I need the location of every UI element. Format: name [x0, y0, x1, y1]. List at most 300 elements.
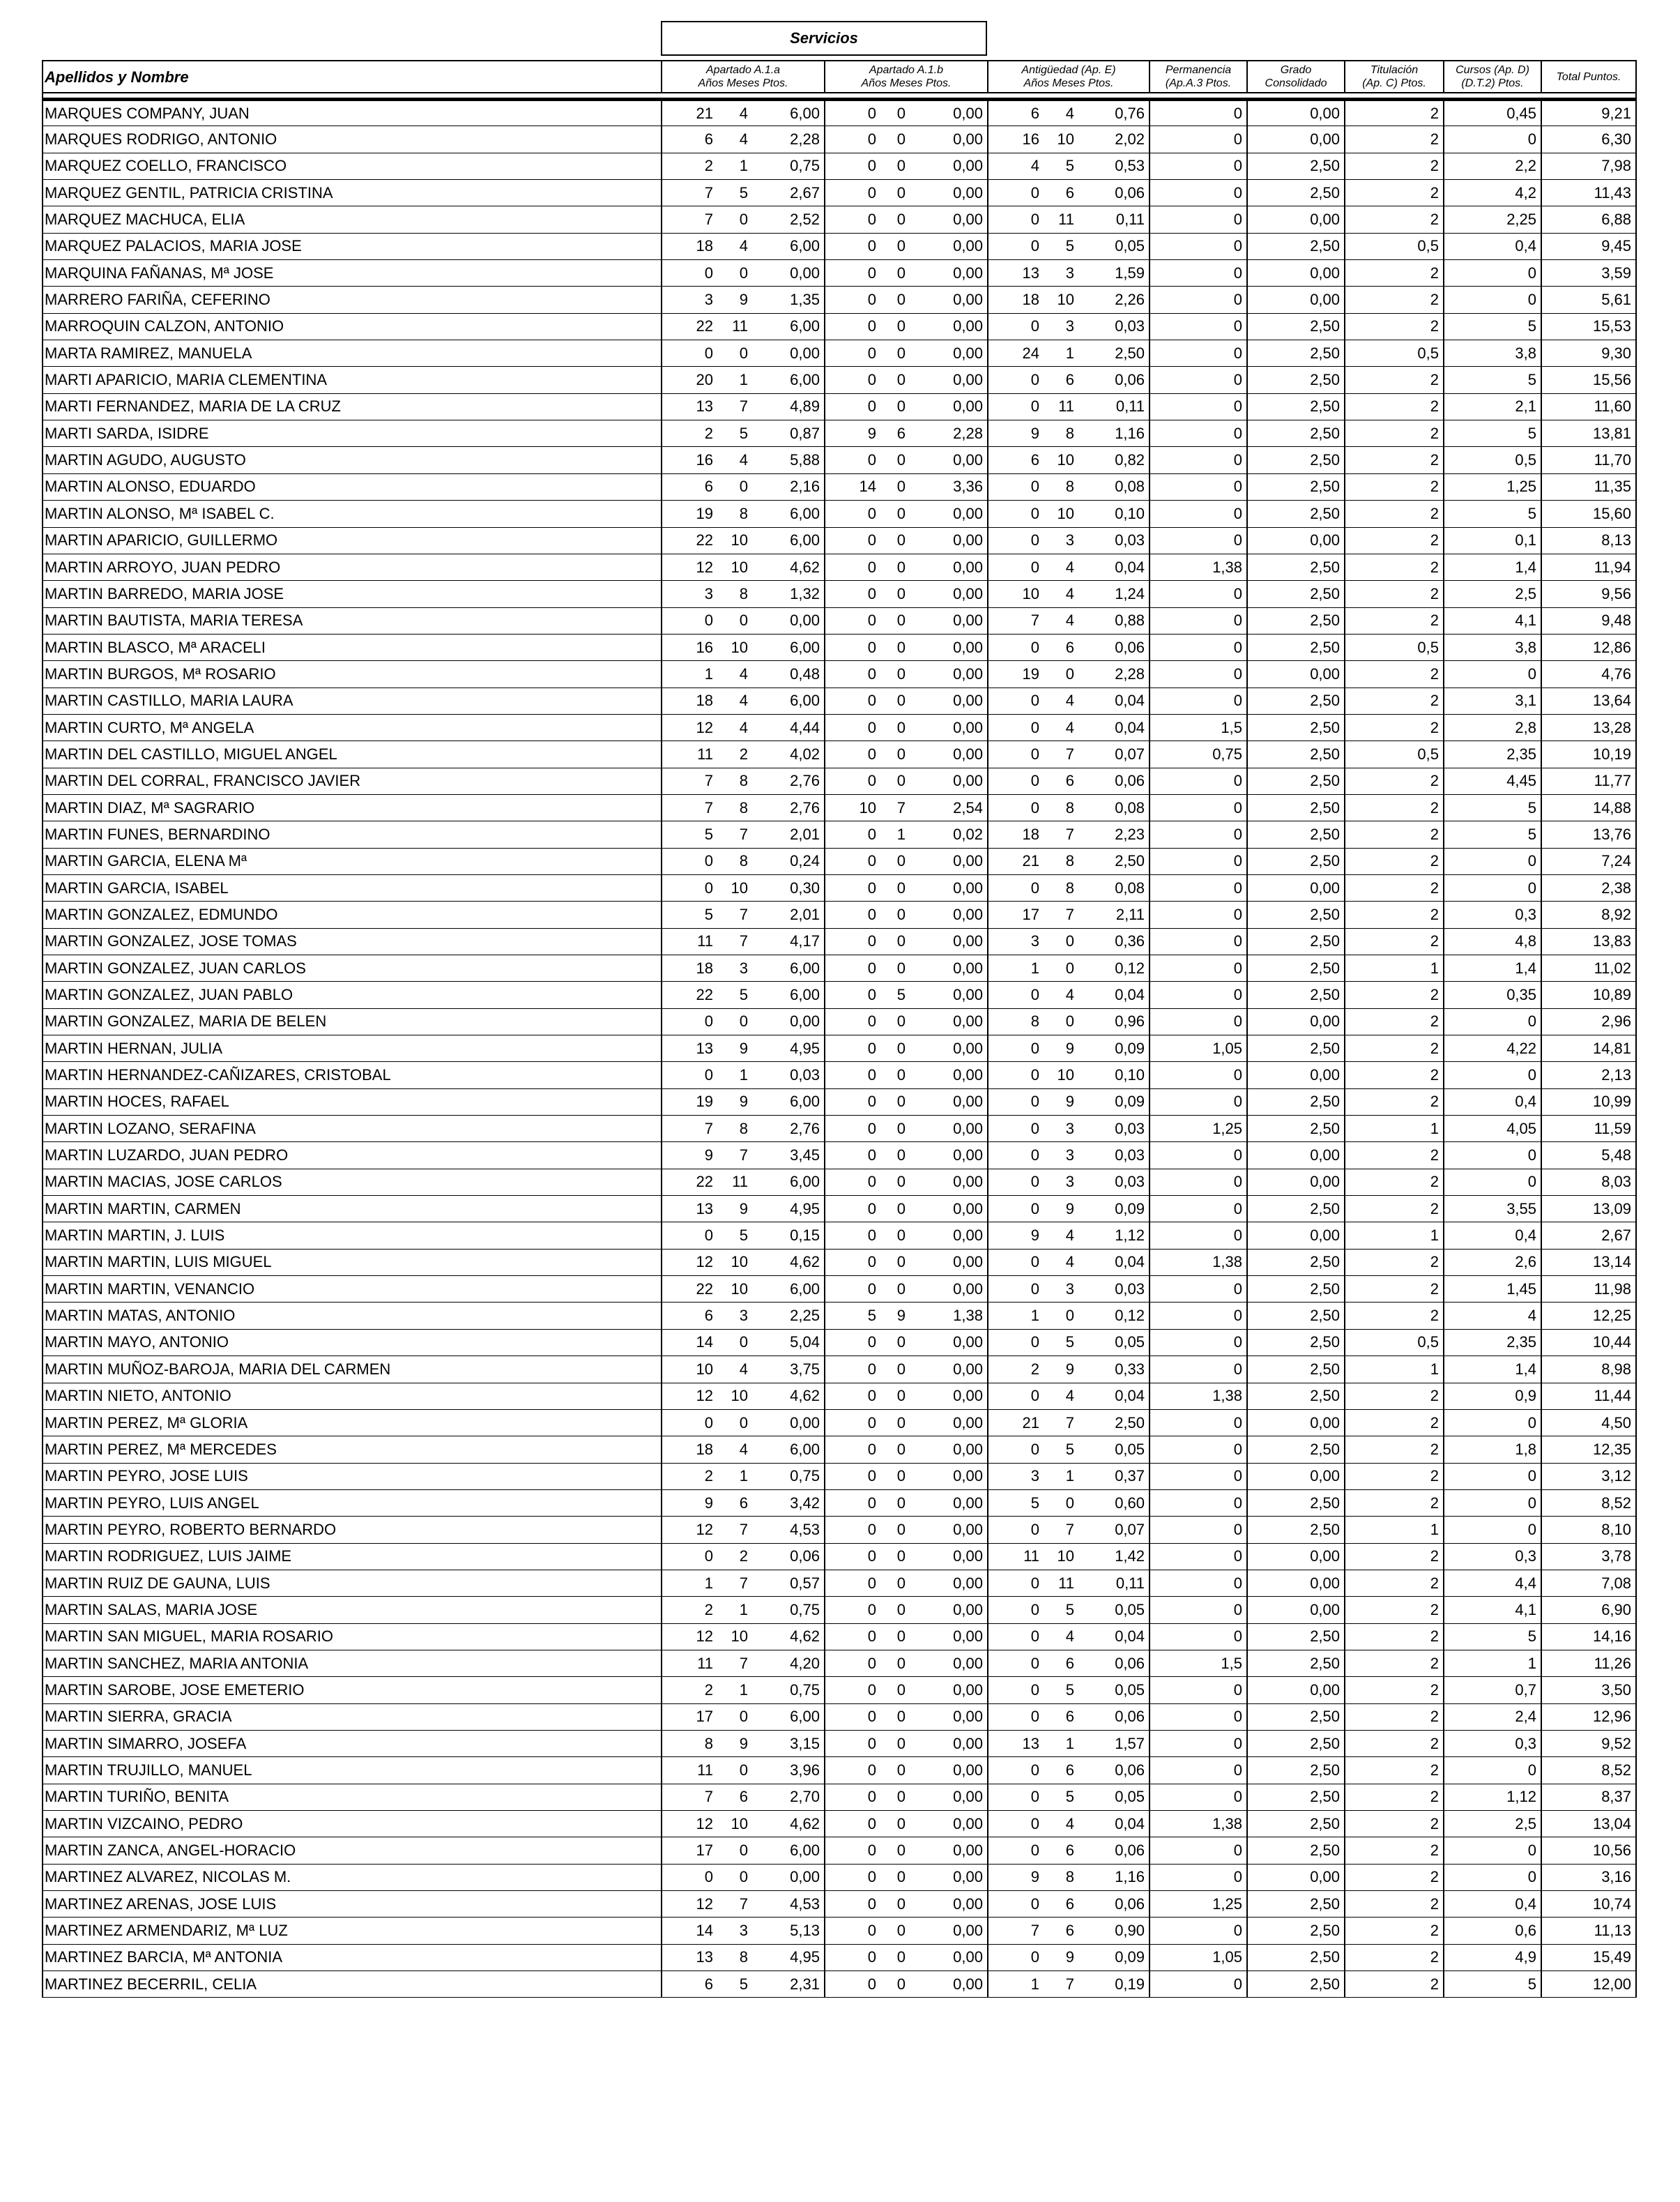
cell-a1a-anos: 11	[662, 1757, 717, 1784]
cell-a1a-ptos: 6,00	[752, 1088, 825, 1115]
cell-permanencia: 0	[1150, 1222, 1247, 1249]
cell-ant-meses: 7	[1044, 821, 1078, 848]
cell-ant-meses: 3	[1044, 1276, 1078, 1303]
cell-a1b-anos: 0	[825, 1623, 880, 1650]
cell-ant-meses: 0	[1044, 955, 1078, 982]
cell-a1a-meses: 1	[717, 1463, 752, 1489]
cell-ant-meses: 6	[1044, 180, 1078, 206]
cell-cursos: 0,4	[1444, 1222, 1541, 1249]
cell-a1a-ptos: 3,96	[752, 1757, 825, 1784]
cell-cursos: 1,45	[1444, 1276, 1541, 1303]
cell-a1b-meses: 0	[880, 1703, 910, 1730]
cell-ant-ptos: 0,88	[1078, 607, 1150, 634]
cell-name: MARTIN GONZALEZ, JOSE TOMAS	[43, 928, 662, 955]
cell-ant-anos: 0	[988, 1116, 1044, 1142]
cell-a1a-anos: 13	[662, 1035, 717, 1062]
cell-a1a-ptos: 4,20	[752, 1650, 825, 1676]
cell-permanencia: 0	[1150, 1837, 1247, 1864]
cell-ant-meses: 7	[1044, 741, 1078, 768]
cell-a1b-meses: 0	[880, 1597, 910, 1623]
cell-ant-anos: 0	[988, 554, 1044, 580]
cell-name: MARTIN LOZANO, SERAFINA	[43, 1116, 662, 1142]
cell-a1a-ptos: 2,01	[752, 821, 825, 848]
cell-a1b-meses: 0	[880, 1730, 910, 1756]
cell-name: MARTIN CASTILLO, MARIA LAURA	[43, 688, 662, 714]
cell-a1b-anos: 0	[825, 1169, 880, 1195]
cell-permanencia: 0	[1150, 1303, 1247, 1329]
cell-grado: 2,50	[1247, 1891, 1345, 1918]
cell-cursos: 0,3	[1444, 1543, 1541, 1570]
cell-ant-anos: 9	[988, 1864, 1044, 1890]
col-header-a1b	[825, 61, 988, 93]
table-row	[43, 1062, 1636, 1088]
cell-name: MARTIN PEYRO, ROBERTO BERNARDO	[43, 1517, 662, 1543]
cell-cursos: 5	[1444, 420, 1541, 447]
cell-a1a-meses: 11	[717, 1169, 752, 1195]
cell-total: 13,04	[1541, 1811, 1636, 1837]
cell-ant-ptos: 0,10	[1078, 501, 1150, 527]
cell-name: MARTIN BARREDO, MARIA JOSE	[43, 581, 662, 607]
cell-a1b-ptos: 1,38	[910, 1303, 988, 1329]
cell-titulacion: 2	[1345, 100, 1444, 126]
cell-ant-meses: 10	[1044, 447, 1078, 473]
cell-name: MARTIN GONZALEZ, MARIA DE BELEN	[43, 1008, 662, 1035]
cell-a1a-ptos: 0,03	[752, 1062, 825, 1088]
cell-a1a-anos: 0	[662, 1222, 717, 1249]
cell-total: 13,83	[1541, 928, 1636, 955]
cell-permanencia: 0	[1150, 501, 1247, 527]
cell-a1a-anos: 19	[662, 1088, 717, 1115]
cell-a1b-meses: 0	[880, 1329, 910, 1356]
cell-total: 14,88	[1541, 794, 1636, 821]
cell-total: 9,48	[1541, 607, 1636, 634]
cell-a1b-meses: 0	[880, 928, 910, 955]
cell-name: MARTIN BURGOS, Mª ROSARIO	[43, 661, 662, 688]
cell-a1a-ptos: 2,67	[752, 180, 825, 206]
cell-ant-meses: 1	[1044, 1730, 1078, 1756]
table-row	[43, 634, 1636, 660]
cell-permanencia: 1,38	[1150, 1811, 1247, 1837]
cell-ant-ptos: 0,04	[1078, 1623, 1150, 1650]
cell-a1b-ptos: 0,00	[910, 581, 988, 607]
cell-grado: 0,00	[1247, 100, 1345, 126]
cell-a1b-ptos: 0,00	[910, 714, 988, 741]
cell-ant-ptos: 0,90	[1078, 1918, 1150, 1944]
cell-name: MARTIN FUNES, BERNARDINO	[43, 821, 662, 848]
cell-ant-anos: 7	[988, 607, 1044, 634]
cell-ant-anos: 0	[988, 1944, 1044, 1971]
cell-cursos: 2,35	[1444, 1329, 1541, 1356]
cell-permanencia: 0	[1150, 1517, 1247, 1543]
cell-a1b-ptos: 0,00	[910, 1409, 988, 1436]
cell-cursos: 4,05	[1444, 1116, 1541, 1142]
cell-grado: 2,50	[1247, 1383, 1345, 1409]
cell-a1a-anos: 0	[662, 874, 717, 901]
cell-permanencia: 0	[1150, 206, 1247, 233]
cell-a1b-meses: 0	[880, 1008, 910, 1035]
cell-ant-meses: 5	[1044, 1597, 1078, 1623]
cell-a1b-ptos: 2,28	[910, 420, 988, 447]
cell-titulacion: 2	[1345, 153, 1444, 179]
table-row	[43, 1517, 1636, 1543]
cell-ant-meses: 0	[1044, 1303, 1078, 1329]
cell-ant-ptos: 0,08	[1078, 473, 1150, 500]
cell-cursos: 2,5	[1444, 581, 1541, 607]
cell-a1b-ptos: 0,02	[910, 821, 988, 848]
cell-total: 13,81	[1541, 420, 1636, 447]
cell-cursos: 0	[1444, 848, 1541, 874]
header-row	[43, 61, 1636, 93]
cell-titulacion: 2	[1345, 1864, 1444, 1890]
cell-a1b-ptos: 0,00	[910, 902, 988, 928]
cell-ant-ptos: 0,03	[1078, 1169, 1150, 1195]
cell-a1a-meses: 1	[717, 1062, 752, 1088]
table-row	[43, 874, 1636, 901]
cell-a1a-anos: 12	[662, 1383, 717, 1409]
cell-a1b-ptos: 0,00	[910, 180, 988, 206]
cell-total: 13,76	[1541, 821, 1636, 848]
cell-total: 3,50	[1541, 1677, 1636, 1703]
cell-ant-anos: 0	[988, 768, 1044, 794]
cell-total: 4,76	[1541, 661, 1636, 688]
cell-a1a-ptos: 6,00	[752, 1276, 825, 1303]
cell-cursos: 0	[1444, 1142, 1541, 1169]
table-row	[43, 1463, 1636, 1489]
cell-cursos: 4,2	[1444, 180, 1541, 206]
cell-a1a-meses: 10	[717, 1811, 752, 1837]
cell-ant-meses: 3	[1044, 1116, 1078, 1142]
cell-ant-ptos: 1,16	[1078, 420, 1150, 447]
cell-permanencia: 0	[1150, 473, 1247, 500]
cell-titulacion: 2	[1345, 1276, 1444, 1303]
cell-a1a-ptos: 0,00	[752, 260, 825, 287]
cell-name: MARTIN DIAZ, Mª SAGRARIO	[43, 794, 662, 821]
cell-a1b-anos: 0	[825, 607, 880, 634]
cell-a1b-ptos: 0,00	[910, 661, 988, 688]
table-row	[43, 982, 1636, 1008]
cell-a1b-anos: 0	[825, 233, 880, 259]
cell-ant-meses: 5	[1044, 1329, 1078, 1356]
cell-permanencia: 0	[1150, 340, 1247, 367]
cell-name: MARTIN MAYO, ANTONIO	[43, 1329, 662, 1356]
cell-grado: 0,00	[1247, 1864, 1345, 1890]
col-header-cursos	[1444, 61, 1541, 93]
cell-ant-anos: 0	[988, 1329, 1044, 1356]
cell-ant-meses: 6	[1044, 634, 1078, 660]
cell-cursos: 2,4	[1444, 1703, 1541, 1730]
cell-a1a-ptos: 1,32	[752, 581, 825, 607]
cell-total: 10,19	[1541, 741, 1636, 768]
cell-name: MARTIN PEREZ, Mª MERCEDES	[43, 1436, 662, 1463]
cell-ant-meses: 10	[1044, 1543, 1078, 1570]
table-row	[43, 233, 1636, 259]
cell-a1b-ptos: 0,00	[910, 874, 988, 901]
cell-total: 6,88	[1541, 206, 1636, 233]
cell-a1b-meses: 0	[880, 126, 910, 153]
cell-cursos: 0	[1444, 1757, 1541, 1784]
cell-a1b-meses: 0	[880, 1062, 910, 1088]
cell-a1b-ptos: 0,00	[910, 1971, 988, 1998]
cell-a1a-meses: 5	[717, 1222, 752, 1249]
cell-a1b-meses: 0	[880, 1088, 910, 1115]
cell-titulacion: 2	[1345, 1008, 1444, 1035]
cell-a1b-anos: 0	[825, 313, 880, 340]
cell-a1a-ptos: 1,35	[752, 287, 825, 313]
cell-ant-meses: 8	[1044, 1864, 1078, 1890]
cell-ant-ptos: 0,08	[1078, 874, 1150, 901]
cell-permanencia: 0	[1150, 260, 1247, 287]
cell-a1a-anos: 18	[662, 688, 717, 714]
cell-permanencia: 0	[1150, 1570, 1247, 1596]
cell-a1a-meses: 7	[717, 393, 752, 420]
cell-a1b-meses: 0	[880, 1864, 910, 1890]
cell-total: 3,78	[1541, 1543, 1636, 1570]
cell-permanencia: 0	[1150, 1276, 1247, 1303]
cell-a1a-ptos: 2,28	[752, 126, 825, 153]
table-row	[43, 501, 1636, 527]
table-row	[43, 1329, 1636, 1356]
cell-permanencia: 0	[1150, 1597, 1247, 1623]
cell-a1a-meses: 1	[717, 1677, 752, 1703]
table-row	[43, 1543, 1636, 1570]
cell-ant-meses: 6	[1044, 1650, 1078, 1676]
cell-permanencia: 0	[1150, 1196, 1247, 1222]
cell-cursos: 0,6	[1444, 1918, 1541, 1944]
cell-name: MARTIN LUZARDO, JUAN PEDRO	[43, 1142, 662, 1169]
cell-a1b-anos: 0	[825, 153, 880, 179]
col-header-ant-title: Antigüedad (Ap. E)	[1021, 64, 1116, 76]
cell-ant-anos: 0	[988, 1623, 1044, 1650]
cell-ant-anos: 0	[988, 1650, 1044, 1676]
cell-ant-anos: 0	[988, 1196, 1044, 1222]
cell-titulacion: 2	[1345, 1088, 1444, 1115]
cell-ant-meses: 8	[1044, 794, 1078, 821]
cell-a1b-anos: 0	[825, 554, 880, 580]
cell-a1a-meses: 7	[717, 1142, 752, 1169]
cell-a1b-ptos: 0,00	[910, 688, 988, 714]
cell-grado: 0,00	[1247, 1222, 1345, 1249]
cell-total: 10,89	[1541, 982, 1636, 1008]
cell-total: 11,98	[1541, 1276, 1636, 1303]
cell-cursos: 2,2	[1444, 153, 1541, 179]
cell-a1b-meses: 0	[880, 1463, 910, 1489]
cell-cursos: 2,25	[1444, 206, 1541, 233]
cell-permanencia: 0	[1150, 1088, 1247, 1115]
cell-cursos: 0	[1444, 1864, 1541, 1890]
cell-a1a-anos: 0	[662, 1543, 717, 1570]
cell-total: 5,48	[1541, 1142, 1636, 1169]
cell-a1a-anos: 14	[662, 1329, 717, 1356]
cell-ant-anos: 0	[988, 233, 1044, 259]
cell-ant-anos: 0	[988, 1837, 1044, 1864]
cell-a1a-meses: 0	[717, 1703, 752, 1730]
cell-titulacion: 2	[1345, 874, 1444, 901]
cell-titulacion: 0,5	[1345, 340, 1444, 367]
cell-ant-anos: 0	[988, 1383, 1044, 1409]
cell-name: MARTIN MARTIN, CARMEN	[43, 1196, 662, 1222]
cell-titulacion: 2	[1345, 1436, 1444, 1463]
cell-a1b-ptos: 0,00	[910, 1891, 988, 1918]
cell-a1a-meses: 10	[717, 634, 752, 660]
cell-ant-meses: 0	[1044, 1489, 1078, 1516]
cell-ant-anos: 0	[988, 1784, 1044, 1810]
cell-a1a-anos: 6	[662, 473, 717, 500]
cell-ant-ptos: 0,05	[1078, 1436, 1150, 1463]
cell-titulacion: 2	[1345, 180, 1444, 206]
cell-titulacion: 1	[1345, 1517, 1444, 1543]
cell-titulacion: 2	[1345, 1489, 1444, 1516]
col-header-grado	[1247, 61, 1345, 93]
cell-name: MARQUEZ MACHUCA, ELIA	[43, 206, 662, 233]
cell-a1b-anos: 0	[825, 260, 880, 287]
cell-a1b-ptos: 0,00	[910, 1329, 988, 1356]
cell-ant-ptos: 2,23	[1078, 821, 1150, 848]
cell-a1a-ptos: 0,87	[752, 420, 825, 447]
cell-grado: 0,00	[1247, 661, 1345, 688]
cell-a1b-ptos: 0,00	[910, 287, 988, 313]
cell-a1b-meses: 0	[880, 661, 910, 688]
cell-permanencia: 1,05	[1150, 1944, 1247, 1971]
cell-a1b-meses: 0	[880, 1757, 910, 1784]
cell-a1a-meses: 1	[717, 153, 752, 179]
table-row	[43, 1597, 1636, 1623]
cell-name: MARTIN APARICIO, GUILLERMO	[43, 527, 662, 554]
cell-ant-ptos: 0,04	[1078, 688, 1150, 714]
cell-a1a-ptos: 6,00	[752, 688, 825, 714]
cell-titulacion: 0,5	[1345, 1329, 1444, 1356]
cell-a1a-ptos: 3,75	[752, 1356, 825, 1383]
table-row	[43, 100, 1636, 126]
cell-name: MARQUES RODRIGO, ANTONIO	[43, 126, 662, 153]
cell-ant-anos: 0	[988, 1891, 1044, 1918]
cell-a1b-meses: 0	[880, 206, 910, 233]
cell-titulacion: 2	[1345, 1971, 1444, 1998]
cell-total: 10,44	[1541, 1329, 1636, 1356]
cell-a1a-anos: 13	[662, 393, 717, 420]
cell-ant-meses: 8	[1044, 874, 1078, 901]
cell-a1b-meses: 0	[880, 260, 910, 287]
cell-a1b-anos: 0	[825, 714, 880, 741]
cell-a1b-meses: 0	[880, 340, 910, 367]
cell-grado: 2,50	[1247, 1329, 1345, 1356]
cell-ant-meses: 11	[1044, 393, 1078, 420]
cell-ant-anos: 0	[988, 1811, 1044, 1837]
cell-a1b-ptos: 0,00	[910, 1249, 988, 1275]
table-row	[43, 1864, 1636, 1890]
cell-a1b-anos: 0	[825, 1918, 880, 1944]
cell-a1b-meses: 0	[880, 1971, 910, 1998]
cell-cursos: 4,4	[1444, 1570, 1541, 1596]
cell-a1b-meses: 0	[880, 1918, 910, 1944]
cell-grado: 2,50	[1247, 447, 1345, 473]
col-header-a1a-sub: Años Meses Ptos.	[698, 77, 788, 89]
cell-ant-meses: 9	[1044, 1196, 1078, 1222]
cell-titulacion: 2	[1345, 661, 1444, 688]
cell-a1b-meses: 0	[880, 1276, 910, 1303]
cell-ant-meses: 4	[1044, 688, 1078, 714]
cell-a1a-anos: 11	[662, 741, 717, 768]
cell-titulacion: 2	[1345, 1784, 1444, 1810]
cell-a1a-ptos: 5,13	[752, 1918, 825, 1944]
cell-ant-ptos: 0,04	[1078, 714, 1150, 741]
cell-ant-ptos: 0,03	[1078, 1276, 1150, 1303]
cell-a1a-ptos: 2,76	[752, 1116, 825, 1142]
table-row	[43, 206, 1636, 233]
cell-permanencia: 0	[1150, 1623, 1247, 1650]
col-header-titulacion	[1345, 61, 1444, 93]
cell-a1b-anos: 0	[825, 634, 880, 660]
cell-ant-anos: 13	[988, 260, 1044, 287]
cell-titulacion: 2	[1345, 1811, 1444, 1837]
cell-a1b-meses: 0	[880, 393, 910, 420]
cell-ant-ptos: 0,10	[1078, 1062, 1150, 1088]
cell-titulacion: 0,5	[1345, 741, 1444, 768]
cell-a1a-meses: 9	[717, 1088, 752, 1115]
cell-ant-meses: 6	[1044, 367, 1078, 393]
cell-permanencia: 0	[1150, 848, 1247, 874]
cell-ant-ptos: 0,06	[1078, 1757, 1150, 1784]
cell-ant-meses: 0	[1044, 661, 1078, 688]
cell-a1a-anos: 0	[662, 1062, 717, 1088]
cell-a1a-meses: 5	[717, 420, 752, 447]
cell-permanencia: 1,38	[1150, 1249, 1247, 1275]
cell-name: MARTIN MARTIN, J. LUIS	[43, 1222, 662, 1249]
cell-a1a-meses: 4	[717, 688, 752, 714]
cell-total: 3,59	[1541, 260, 1636, 287]
cell-a1b-meses: 0	[880, 1196, 910, 1222]
cell-a1b-anos: 0	[825, 1116, 880, 1142]
cell-a1b-anos: 0	[825, 1543, 880, 1570]
cell-permanencia: 0	[1150, 1918, 1247, 1944]
cell-permanencia: 0	[1150, 634, 1247, 660]
cell-name: MARTIN ALONSO, EDUARDO	[43, 473, 662, 500]
cell-a1a-meses: 3	[717, 1918, 752, 1944]
cell-titulacion: 2	[1345, 206, 1444, 233]
cell-titulacion: 2	[1345, 554, 1444, 580]
cell-a1b-meses: 0	[880, 501, 910, 527]
cell-a1a-anos: 2	[662, 153, 717, 179]
cell-a1a-ptos: 3,42	[752, 1489, 825, 1516]
cell-a1b-anos: 0	[825, 1249, 880, 1275]
cell-ant-ptos: 1,42	[1078, 1543, 1150, 1570]
cell-a1b-ptos: 0,00	[910, 955, 988, 982]
cell-ant-anos: 0	[988, 1142, 1044, 1169]
cell-a1a-meses: 9	[717, 287, 752, 313]
cell-titulacion: 2	[1345, 1409, 1444, 1436]
cell-permanencia: 0	[1150, 180, 1247, 206]
cell-grado: 2,50	[1247, 1944, 1345, 1971]
cell-ant-meses: 6	[1044, 1918, 1078, 1944]
cell-a1b-ptos: 0,00	[910, 100, 988, 126]
cell-a1b-meses: 0	[880, 287, 910, 313]
cell-a1b-ptos: 0,00	[910, 313, 988, 340]
cell-a1a-ptos: 2,25	[752, 1303, 825, 1329]
cell-permanencia: 0	[1150, 1703, 1247, 1730]
cell-name: MARTINEZ BARCIA, Mª ANTONIA	[43, 1944, 662, 1971]
cell-a1a-anos: 8	[662, 1730, 717, 1756]
cell-name: MARTIN DEL CORRAL, FRANCISCO JAVIER	[43, 768, 662, 794]
cell-cursos: 5	[1444, 794, 1541, 821]
cell-ant-ptos: 1,59	[1078, 260, 1150, 287]
cell-cursos: 4,45	[1444, 768, 1541, 794]
cell-name: MARRERO FARIÑA, CEFERINO	[43, 287, 662, 313]
cell-ant-meses: 4	[1044, 581, 1078, 607]
cell-ant-ptos: 0,09	[1078, 1035, 1150, 1062]
cell-name: MARTA RAMIREZ, MANUELA	[43, 340, 662, 367]
cell-titulacion: 2	[1345, 581, 1444, 607]
cell-total: 8,52	[1541, 1757, 1636, 1784]
cell-ant-meses: 9	[1044, 1035, 1078, 1062]
